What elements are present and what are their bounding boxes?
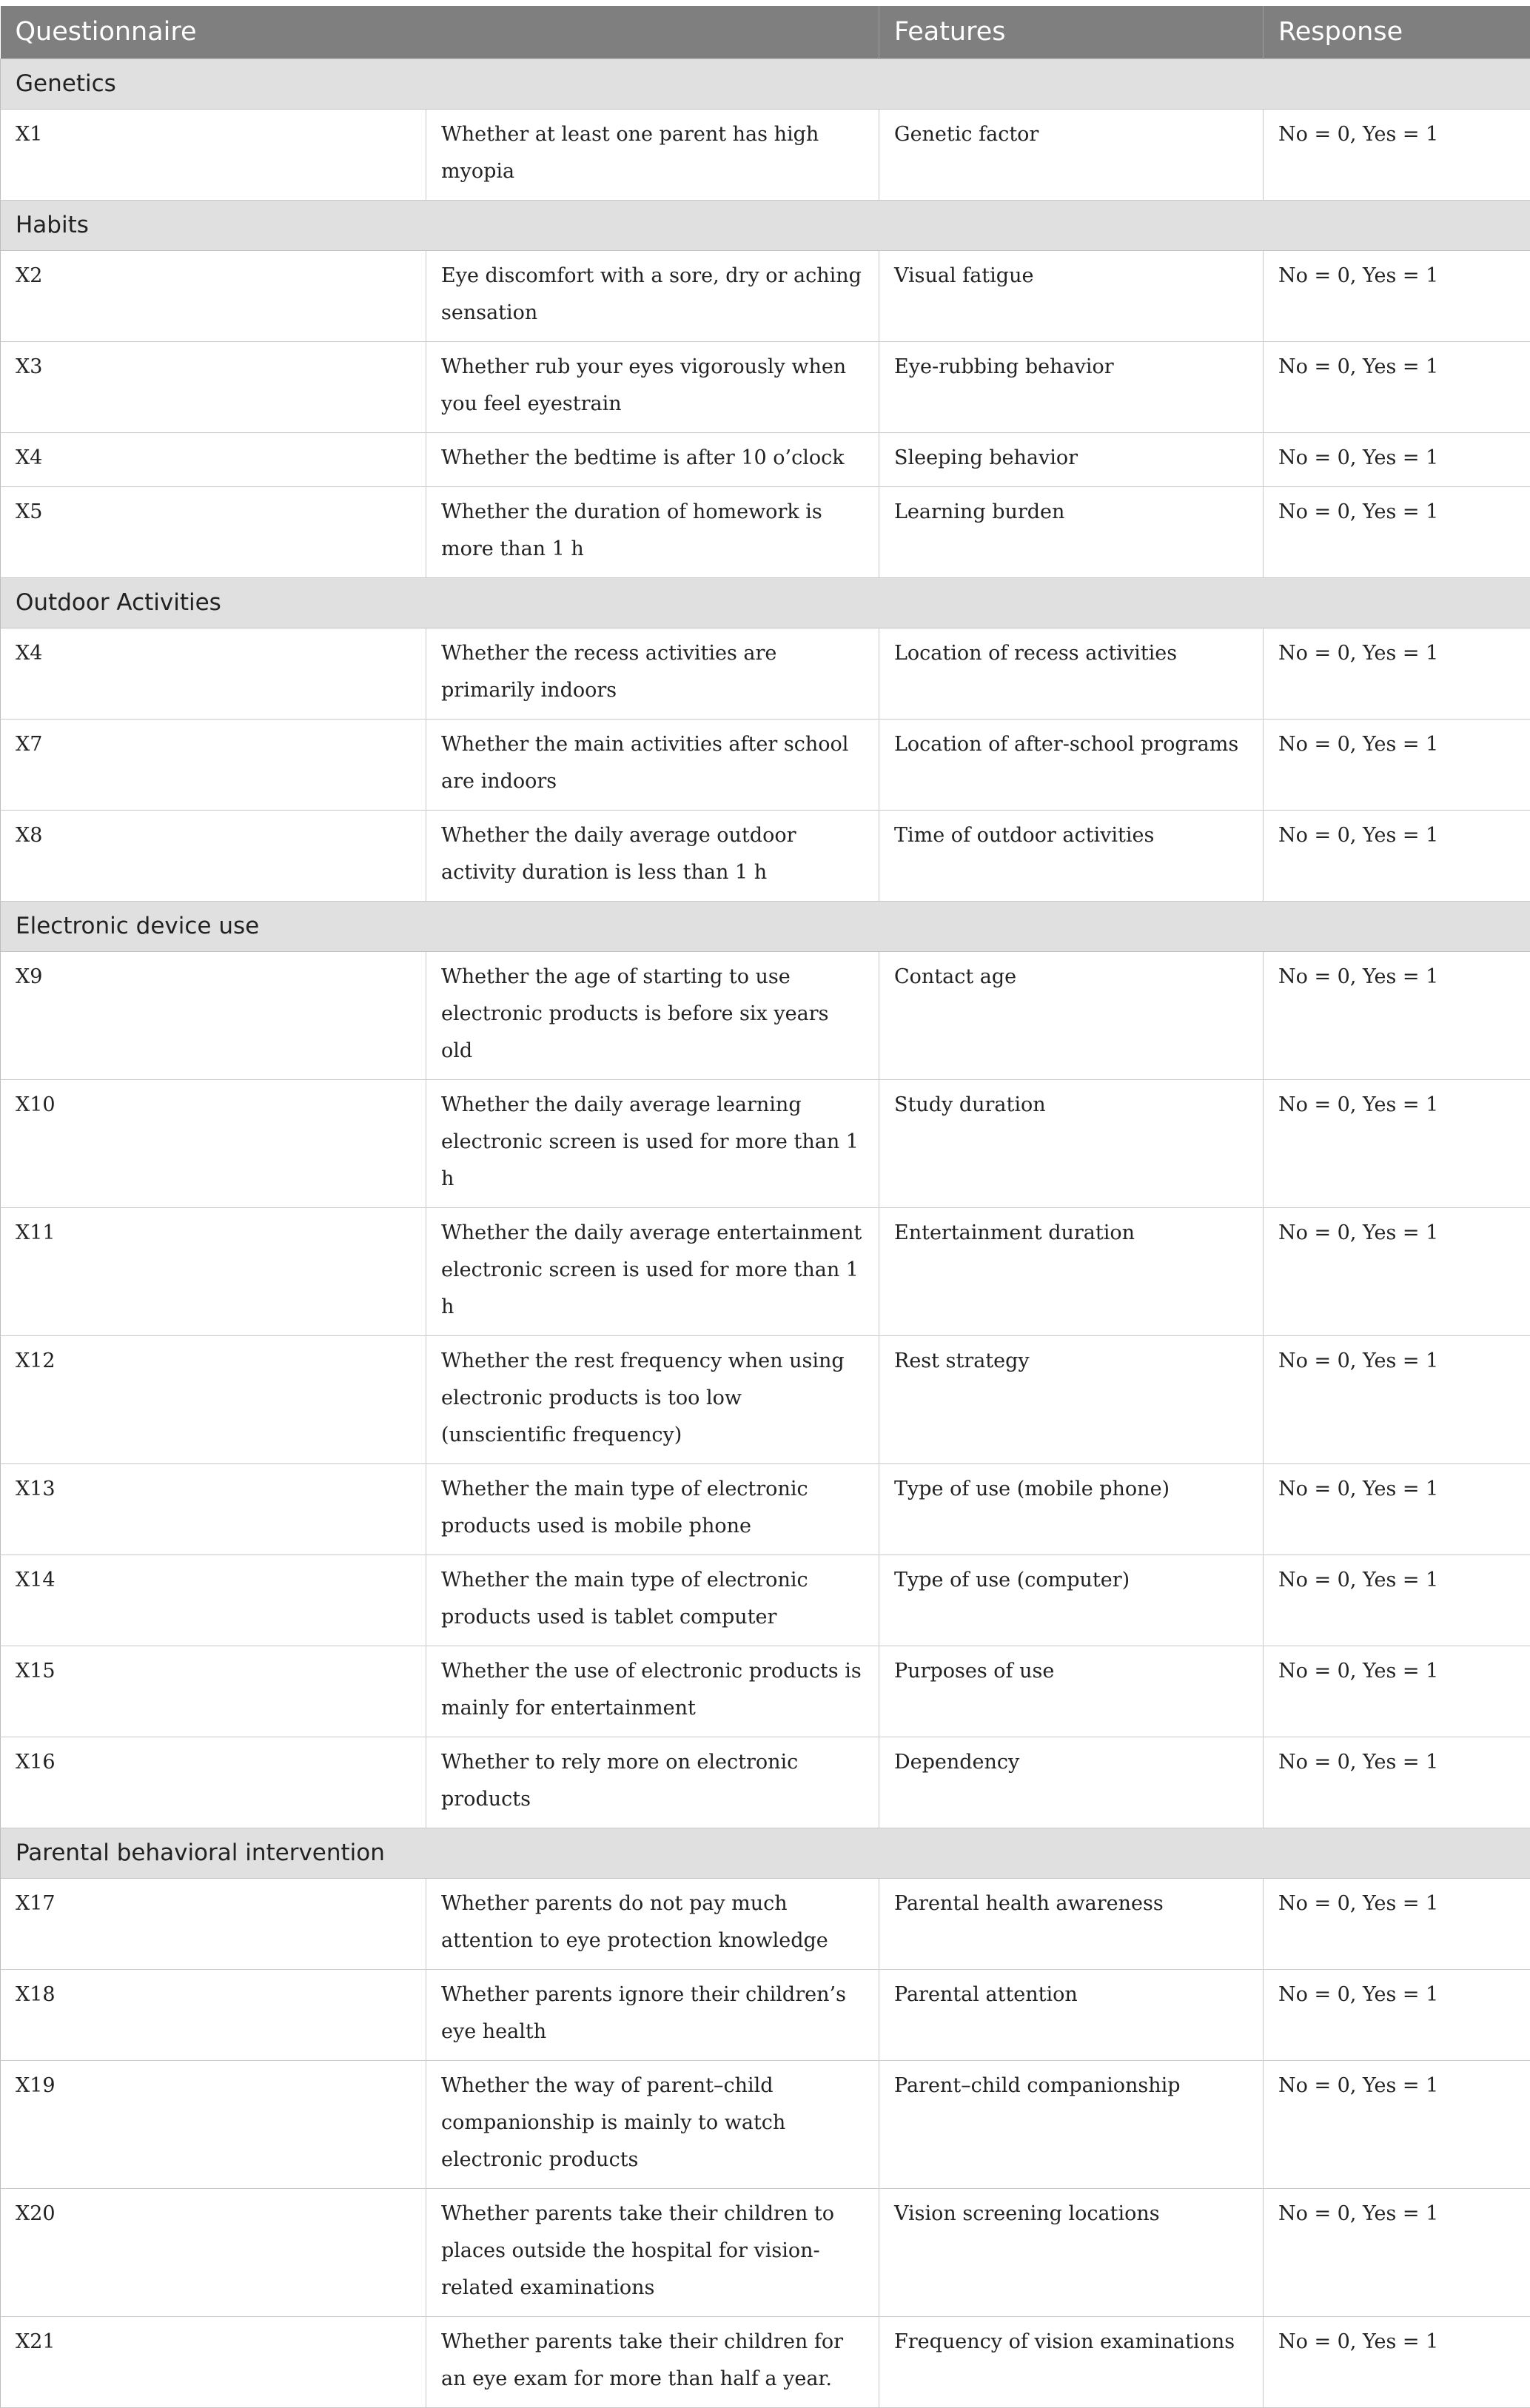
feature-text: Learning burden [879, 486, 1264, 577]
table-row [1, 1737, 1530, 1828]
feature-text: Eye-rubbing behavior [879, 341, 1264, 432]
question-text: Eye discomfort with a sore, dry or aching sensation [426, 250, 879, 341]
table-row [1, 2060, 1530, 2188]
question-text: Whether parents do not pay much attention to eye protection knowledge [426, 1878, 879, 1969]
response-text: No = 0, Yes = 1 [1264, 951, 1530, 1079]
table-body [1, 58, 1530, 2407]
section-title: Outdoor Activities [1, 577, 1530, 628]
table-row [1, 250, 1530, 341]
table-row [1, 810, 1530, 901]
response-text: No = 0, Yes = 1 [1264, 109, 1530, 200]
feature-text: Parental health awareness [879, 1878, 1264, 1969]
response-text: No = 0, Yes = 1 [1264, 1079, 1530, 1207]
question-text: Whether the age of starting to use electronic products is before six years old [426, 951, 879, 1079]
question-text: Whether the recess activities are primarily indoors [426, 628, 879, 719]
section-row [1, 577, 1530, 628]
item-id: X21 [1, 2316, 426, 2407]
feature-text: Type of use (mobile phone) [879, 1463, 1264, 1555]
item-id: X8 [1, 810, 426, 901]
question-text: Whether the main activities after school are indoors [426, 719, 879, 810]
question-text: Whether the main type of electronic products used is mobile phone [426, 1463, 879, 1555]
section-row [1, 1828, 1530, 1878]
section-title: Electronic device use [1, 901, 1530, 951]
item-id: X11 [1, 1207, 426, 1335]
response-text: No = 0, Yes = 1 [1264, 1335, 1530, 1463]
item-id: X2 [1, 250, 426, 341]
response-text: No = 0, Yes = 1 [1264, 1646, 1530, 1737]
section-row [1, 200, 1530, 250]
feature-text: Location of after-school programs [879, 719, 1264, 810]
header-response: Response [1264, 6, 1530, 58]
feature-text: Frequency of vision examinations [879, 2316, 1264, 2407]
header-row [1, 6, 1530, 58]
item-id: X1 [1, 109, 426, 200]
item-id: X19 [1, 2060, 426, 2188]
item-id: X5 [1, 486, 426, 577]
response-text: No = 0, Yes = 1 [1264, 486, 1530, 577]
response-text: No = 0, Yes = 1 [1264, 1555, 1530, 1646]
table-row [1, 2316, 1530, 2407]
feature-text: Study duration [879, 1079, 1264, 1207]
response-text: No = 0, Yes = 1 [1264, 719, 1530, 810]
feature-text: Rest strategy [879, 1335, 1264, 1463]
response-text: No = 0, Yes = 1 [1264, 250, 1530, 341]
item-id: X18 [1, 1969, 426, 2060]
feature-text: Parent–child companionship [879, 2060, 1264, 2188]
table-row [1, 1463, 1530, 1555]
response-text: No = 0, Yes = 1 [1264, 2316, 1530, 2407]
question-text: Whether the main type of electronic products used is tablet computer [426, 1555, 879, 1646]
feature-text: Sleeping behavior [879, 432, 1264, 486]
item-id: X3 [1, 341, 426, 432]
table-row [1, 109, 1530, 200]
table-row [1, 1079, 1530, 1207]
table-row [1, 341, 1530, 432]
feature-text: Visual fatigue [879, 250, 1264, 341]
response-text: No = 0, Yes = 1 [1264, 2188, 1530, 2316]
table-row [1, 1207, 1530, 1335]
table-row [1, 1969, 1530, 2060]
item-id: X7 [1, 719, 426, 810]
item-id: X20 [1, 2188, 426, 2316]
item-id: X4 [1, 628, 426, 719]
feature-text: Purposes of use [879, 1646, 1264, 1737]
item-id: X12 [1, 1335, 426, 1463]
question-text: Whether at least one parent has high myopia [426, 109, 879, 200]
question-text: Whether parents take their children for an eye exam for more than half a year. [426, 2316, 879, 2407]
response-text: No = 0, Yes = 1 [1264, 1463, 1530, 1555]
table-row [1, 719, 1530, 810]
response-text: No = 0, Yes = 1 [1264, 1207, 1530, 1335]
question-text: Whether the daily average entertainment electronic screen is used for more than 1 h [426, 1207, 879, 1335]
header-questionnaire: Questionnaire [1, 6, 879, 58]
feature-text: Dependency [879, 1737, 1264, 1828]
feature-text: Contact age [879, 951, 1264, 1079]
table-row [1, 1335, 1530, 1463]
table-row [1, 1878, 1530, 1969]
response-text: No = 0, Yes = 1 [1264, 1737, 1530, 1828]
section-row [1, 901, 1530, 951]
response-text: No = 0, Yes = 1 [1264, 432, 1530, 486]
question-text: Whether rub your eyes vigorously when you feel eyestrain [426, 341, 879, 432]
table-row [1, 486, 1530, 577]
header-features: Features [879, 6, 1264, 58]
feature-text: Genetic factor [879, 109, 1264, 200]
section-row [1, 58, 1530, 109]
item-id: X15 [1, 1646, 426, 1737]
question-text: Whether the duration of homework is more than 1 h [426, 486, 879, 577]
item-id: X4 [1, 432, 426, 486]
item-id: X13 [1, 1463, 426, 1555]
item-id: X9 [1, 951, 426, 1079]
table-row [1, 1555, 1530, 1646]
section-title: Parental behavioral intervention [1, 1828, 1530, 1878]
item-id: X16 [1, 1737, 426, 1828]
question-text: Whether the rest frequency when using electronic products is too low (unscientific frequency) [426, 1335, 879, 1463]
question-text: Whether the daily average learning electronic screen is used for more than 1 h [426, 1079, 879, 1207]
table-row [1, 432, 1530, 486]
section-title: Genetics [1, 58, 1530, 109]
question-text: Whether the way of parent–child companionship is mainly to watch electronic products [426, 2060, 879, 2188]
feature-text: Vision screening locations [879, 2188, 1264, 2316]
response-text: No = 0, Yes = 1 [1264, 2060, 1530, 2188]
section-title: Habits [1, 200, 1530, 250]
question-text: Whether the bedtime is after 10 o’clock [426, 432, 879, 486]
feature-text: Time of outdoor activities [879, 810, 1264, 901]
item-id: X17 [1, 1878, 426, 1969]
table-row [1, 2188, 1530, 2316]
feature-text: Parental attention [879, 1969, 1264, 2060]
question-text: Whether parents take their children to places outside the hospital for vision-related examinations [426, 2188, 879, 2316]
questionnaire-table [0, 6, 1530, 2408]
question-text: Whether the use of electronic products is mainly for entertainment [426, 1646, 879, 1737]
feature-text: Entertainment duration [879, 1207, 1264, 1335]
question-text: Whether to rely more on electronic products [426, 1737, 879, 1828]
feature-text: Location of recess activities [879, 628, 1264, 719]
question-text: Whether the daily average outdoor activity duration is less than 1 h [426, 810, 879, 901]
item-id: X10 [1, 1079, 426, 1207]
item-id: X14 [1, 1555, 426, 1646]
response-text: No = 0, Yes = 1 [1264, 1878, 1530, 1969]
response-text: No = 0, Yes = 1 [1264, 1969, 1530, 2060]
question-text: Whether parents ignore their children’s eye health [426, 1969, 879, 2060]
table-row [1, 628, 1530, 719]
table-row [1, 1646, 1530, 1737]
response-text: No = 0, Yes = 1 [1264, 628, 1530, 719]
table-row [1, 951, 1530, 1079]
response-text: No = 0, Yes = 1 [1264, 341, 1530, 432]
response-text: No = 0, Yes = 1 [1264, 810, 1530, 901]
feature-text: Type of use (computer) [879, 1555, 1264, 1646]
